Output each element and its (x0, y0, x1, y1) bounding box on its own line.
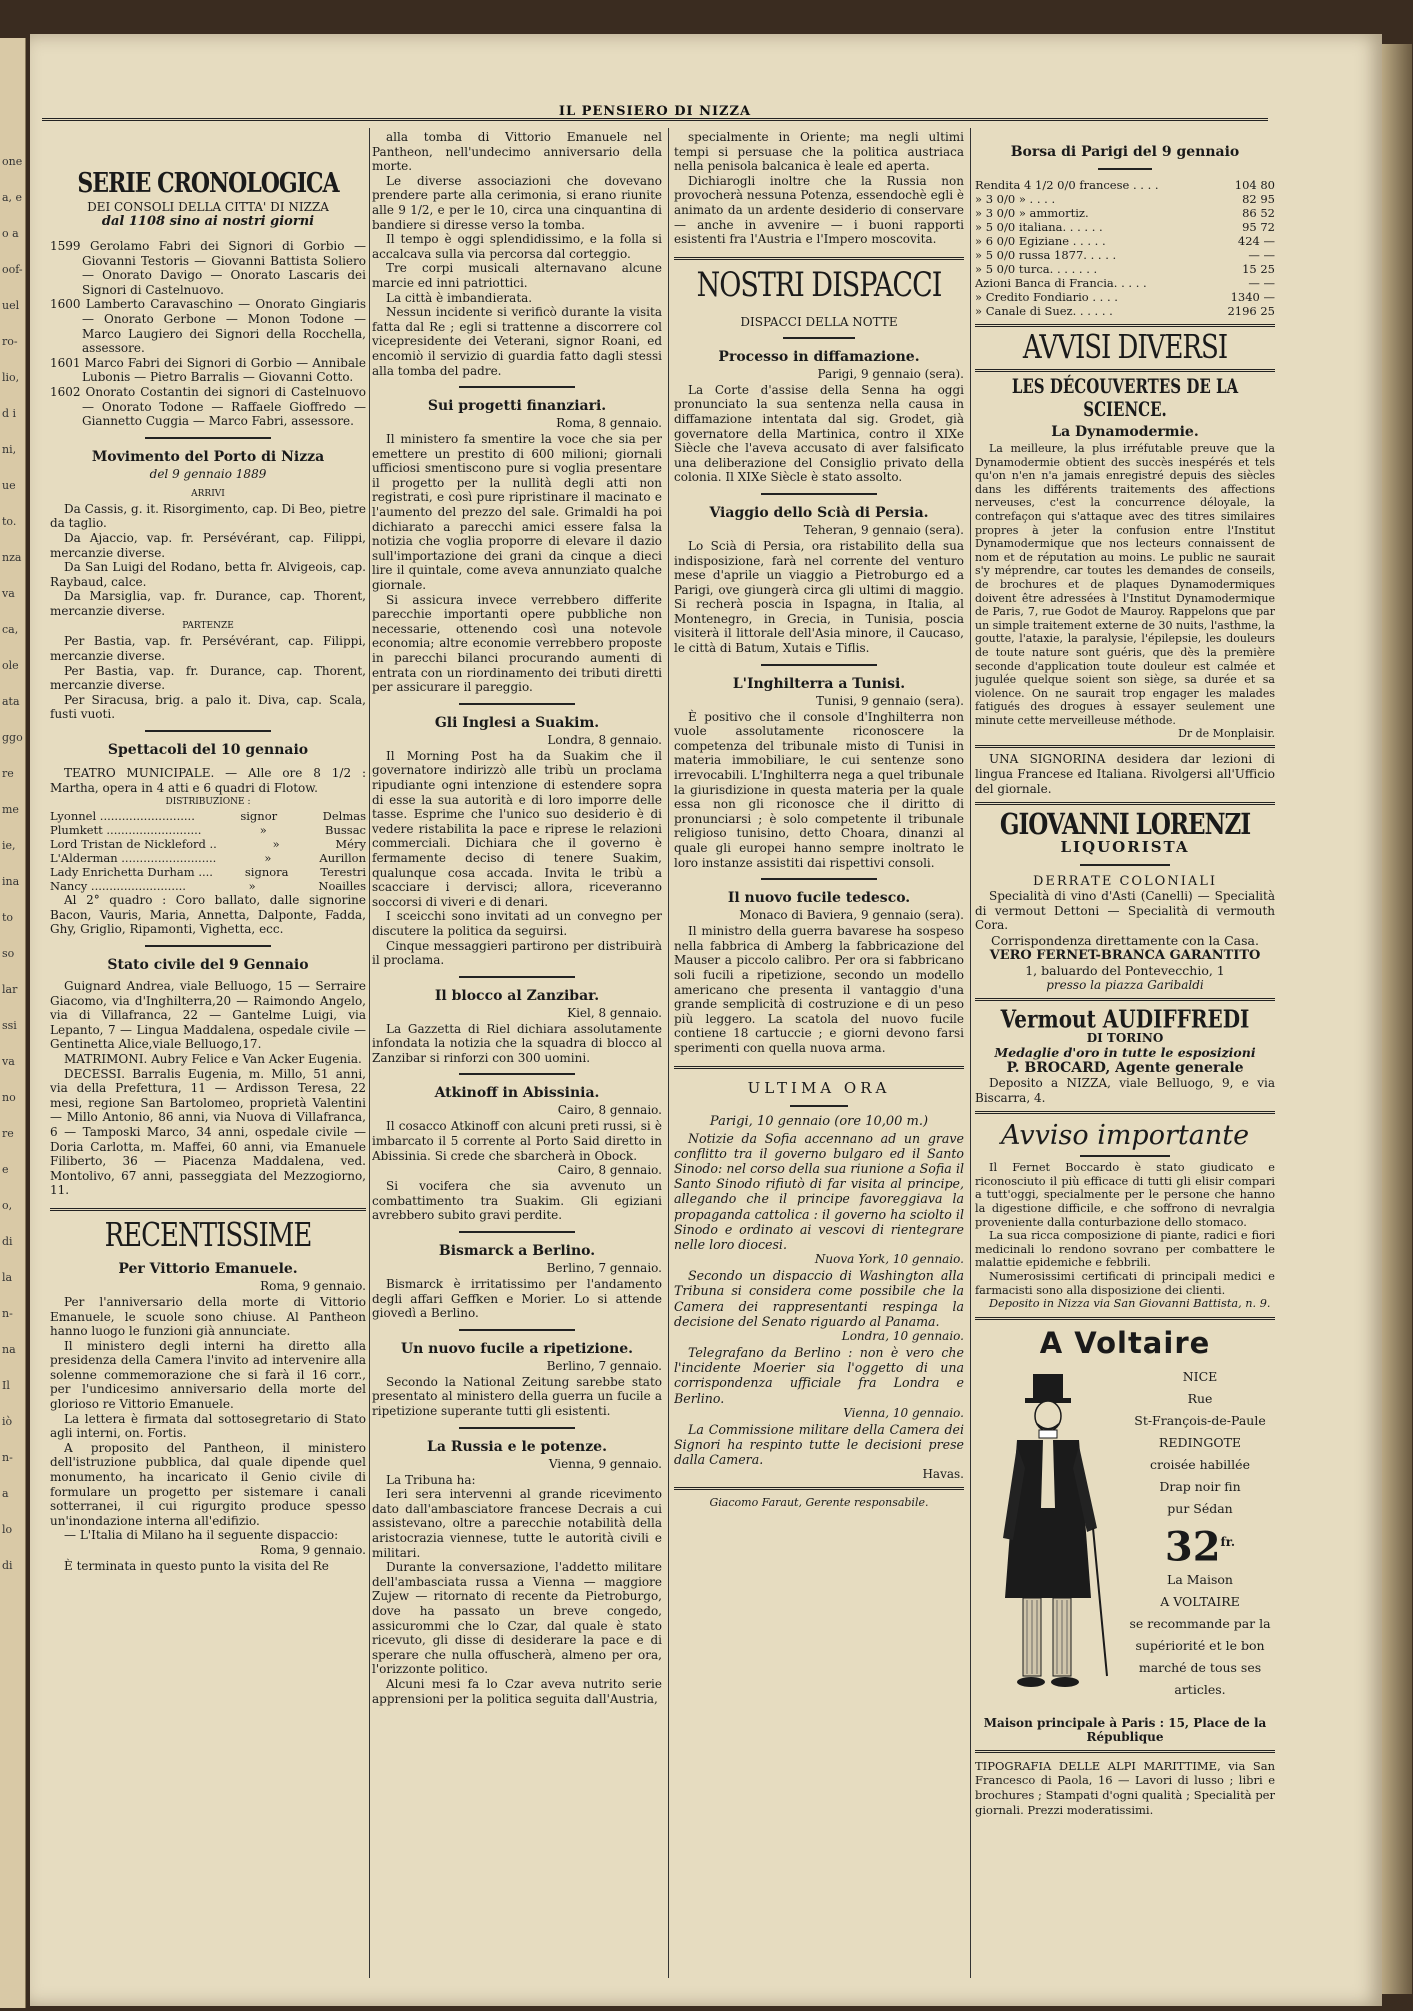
borsa-value: 95 72 (1242, 220, 1275, 234)
scia-date: Teheran, 9 gennaio (sera). (803, 522, 964, 537)
arrivo-item: Da San Luigi del Rodano, betta fr. Alvigeois, cap. Raybaud, calce. (50, 560, 366, 589)
previous-page-fragment: no (2, 1091, 16, 1104)
divider (459, 976, 575, 978)
previous-page-fragment: to. (2, 515, 17, 528)
atkinoff-date: Cairo, 8 gennaio. (557, 1103, 662, 1118)
borsa-label: » Canale di Suez. . . . . . (975, 304, 1113, 318)
russia-paragraph: Ieri sera intervenni al grande ricevimento dato dall'ambasciatore francese Decrais a cui assistevano, oltre a parecchie notabilità della aristocrazia viennese, tutte le autorità civili e militari. (372, 1487, 662, 1560)
cast-role: Plumkett .......................... (50, 823, 202, 838)
borsa-value: — — (1248, 248, 1275, 262)
serie-title: SERIE CRONOLOGICA (77, 166, 339, 200)
borsa-value: 82 95 (1242, 192, 1275, 206)
distribuzione-label: DISTRIBUZIONE : (165, 797, 251, 808)
previous-page-fragment: la (2, 1271, 13, 1284)
gentleman-illustration-icon (975, 1368, 1125, 1698)
previous-page-fragment: ina (2, 875, 20, 888)
spettacoli-intro: TEATRO MUNICIPALE. — Alle ore 8 1/2 : Martha, opera in 4 atti e 6 quadri di Flotow. (50, 766, 366, 795)
cast-list (50, 809, 366, 893)
tedesco-date: Monaco di Baviera, 9 gennaio (sera). (739, 908, 964, 923)
partenza-item: Per Bastia, vap. fr. Durance, cap. Thorent, mercanzie diverse. (50, 663, 366, 693)
borsa-value: 2196 25 (1227, 304, 1275, 318)
cast-row (50, 879, 366, 893)
ultima-date-4: Vienna, 10 gennaio. (843, 1405, 964, 1420)
vittorio-date-2: Roma, 9 gennaio. (260, 1543, 366, 1557)
serie-entry: 1599 Gerolamo Fabri dei Signori di Gorbio — Giovanni Testoris — Giovanni Battista Soliero — Onorato Davigo — Onorato Lascaris dei Signori di Castelnuovo. (50, 239, 366, 297)
serie-entries (50, 239, 366, 429)
lorenzi-specialita: Specialità di vino d'Asti (Canelli) — Specialità di vermout Dettoni — Specialità di vermouth Cora. (975, 889, 1275, 933)
atkinoff-text: Il cosacco Atkinoff con alcuni preti russi, si è imbarcato il 5 corrente al Porto Said diretto in Abissinia. Si crede che sbarcherà in Obock. (372, 1119, 662, 1163)
borsa-label: Azioni Banca di Francia. . . . . (975, 276, 1147, 290)
voltaire-line: Rue (1187, 1390, 1213, 1406)
vittorio-paragraph: A proposito del Pantheon, il ministero dell'istruzione pubblica, dal quale dipende quel monumento, ha incaricato il Genio civile di formulare un progetto per sistemare i canali sotterranei, il cui rigurgito produce spesso un'inondazione interna all'edifizio. (50, 1440, 366, 1528)
suakim-paragraph: Il Morning Post ha da Suakim che il governatore indirizzò alle tribù un proclama ripudiante ogni intenzione di estendere sopra di esse la sua autorità e di loro imporre delle tasse. Esprime che l'unico suo desiderio è di vedere ristabilita la pace e riprese le relazioni commerciali. Dichiara che il governo è fermamente deciso di tenere Suakim, qualunque cosa accada. Invita le tribù a scacciare i dervisci; allora, riceveranno soccorsi di viveri e di denari. (372, 748, 662, 909)
cast-actor: Delmas (322, 809, 366, 824)
previous-page-fragment: ue (2, 479, 16, 492)
scia-text: Lo Scià di Persia, ora ristabilito della sua indisposizione, farà nel corrente del venturo mese d'aprile un viaggio a Pietroburgo ed a Parigi, ove giungerà circa gli ultimi di maggio. Si recherà poscia in Ispagna, in Italia, al Montenegro, in Grecia, in Tunisia, poscia visiterà il littorale dell'Asia minore, il Caucaso, le città di Batum, Xutais e Tiflis. (674, 538, 964, 656)
vittorio-paragraph: — L'Italia di Milano ha il seguente dispaccio: (64, 1528, 339, 1543)
voltaire-text (1125, 1366, 1275, 1701)
ultima-text-2: Secondo un dispaccio di Washington alla Tribuna si considera come possibile che la Camera dei rappresentanti respinga la decisione del Senato riguardo al Panama. (674, 1268, 964, 1329)
previous-page-fragment: ssi (2, 1019, 17, 1032)
divider (674, 257, 964, 260)
divider (459, 703, 575, 705)
russia-continuation-paragraph: Dichiarogli inoltre che la Russia non provocherà nessuna Potenza, essendochè egli è animato da un ardente desiderio di conservare — anche in avvenire — i buoni rapporti esistenti fra l'Austria e l'Impero moscovita. (674, 173, 964, 247)
previous-page-fragment: lo (2, 1523, 13, 1536)
avviso-text-3: Numerosissimi certificati di principali medici e farmacisti sono alla disposizione dei clienti. (975, 1269, 1275, 1297)
lorenzi-derrate: DERRATE COLONIALI (1032, 874, 1218, 890)
stato-matrimoni: MATRIMONI. Aubry Felice e Van Acker Eugenia. (64, 1051, 362, 1066)
serie-subtitle: DEI CONSOLI DELLA CITTA' DI NIZZA (87, 200, 329, 214)
borsa-label: » 3 0/0 » . . . . (975, 192, 1056, 206)
tedesco-text: Il ministro della guerra bavarese ha sospeso nella fabbrica di Amberg la fabbricazione del Mauser a piccolo calibro. Per ora si fabbricano soli fucili a ripetizione, secondo un modello americano che presenta il vantaggio d'una grande semplicità di costruzione e di un peso più leggero. La scatola del nuovo fucile contiene 18 cartuccie ; e giorni devono farsi sperimenti con quella nuova arma. (674, 924, 964, 1055)
borsa-row (975, 206, 1275, 220)
cast-role: L'Alderman .......................... (50, 851, 217, 866)
stato-nascite: Guignard Andrea, viale Belluogo, 15 — Serraire Giacomo, via d'Inghilterra,20 — Raimondo Angelo, via di Villafranca, 22 — Gantelme Luigi, via Lepanto, 7 — Lingua Maddalena, ospedale civile — Gentinetta Alice,viale Belluogo,17. (50, 979, 366, 1052)
divider (761, 664, 877, 666)
cast-role: Lady Enrichetta Durham .... (50, 865, 213, 880)
previous-page-fragment: re (2, 1127, 14, 1140)
borsa-label: » 5 0/0 russa 1877. . . . . (975, 248, 1117, 262)
vittorio-paragraph: Il ministero degli interni ha diretto alla presidenza della Camera l'invito ad intervenire alla solenne commemorazione che si farà il 16 corr., per l'undicesimo anniversario della morte del glorioso re Vittorio Emanuele. (50, 1338, 366, 1412)
zanzibar-text: La Gazzetta di Riel dichiara assolutamente infondata la notizia che la squadra di blocco al Zanzibar si rinforzi con 300 uomini. (372, 1021, 662, 1065)
ultima-ora-title: ULTIMA ORA (747, 1078, 891, 1097)
column-divider (970, 128, 971, 1978)
previous-page-fragment: ro- (2, 335, 18, 348)
partenza-item: Per Siracusa, brig. a palo it. Diva, cap. Scala, fusti vuoti. (50, 692, 366, 722)
serie-entry: 1600 Lamberto Caravaschino — Onorato Gingiaris — Onorato Gerbone — Monon Todone — Marco Laugiero dei Signori della Rocchella, assessore. (50, 297, 366, 356)
voltaire-line: pur Sédan (1167, 1500, 1233, 1516)
ultima-text-1: Notizie da Sofia accennano ad un grave conflitto tra il governo bulgaro ed il Santo Sinodo: nel corso della sua riunione a Sofia il Santo Sinodo rifiutò di far visita al principe, allegando che il principe favoreggiava la propaganda cattolica : il governo ha sciolto il Sinodo e ordinato ai vescovi di rientegrare nelle loro diocesi. (674, 1130, 964, 1252)
voltaire-line: Drap noir fin (1159, 1478, 1241, 1494)
arrivo-item: Da Ajaccio, vap. fr. Persévérant, cap. Filippi, mercanzie diverse. (50, 530, 366, 560)
cast-title: » (264, 851, 272, 866)
avviso-text-2: La sua ricca composizione di piante, radici e fiori medicinali lo rendono sovrano per combattere le malattie epidemiche e febbrili. (975, 1229, 1275, 1270)
signorina-ad: UNA SIGNORINA desidera dar lezioni di lingua Francese ed Italiana. Rivolgersi all'Ufficio del giornale. (975, 752, 1275, 796)
cast-role: Lord Tristan de Nickleford .. (50, 837, 217, 852)
voltaire-price-unit: fr. (1220, 1534, 1236, 1549)
cast-title: » (248, 879, 256, 894)
avvisi-title: AVVISI DIVERSI (1022, 329, 1228, 367)
previous-page-fragment: iò (2, 1415, 13, 1428)
partenza-item: Per Bastia, vap. fr. Persévérant, cap. Filippi, mercanzie diverse. (50, 634, 366, 664)
borsa-title: Borsa di Parigi del 9 gennaio (1010, 144, 1240, 160)
divider (761, 493, 877, 495)
voltaire-price-value: 32 (1164, 1523, 1221, 1571)
column-2 (372, 130, 662, 1990)
cast-actor: Bussac (325, 823, 366, 838)
divider (145, 437, 271, 439)
voltaire-more-line: La Maison (1167, 1572, 1233, 1588)
dispacci-title: NOSTRI DISPACCI (696, 265, 942, 305)
vermout-agent: P. BROCARD, Agente generale (1006, 1060, 1244, 1077)
finanziari-paragraph: Il ministero fa smentire la voce che sia per emettere un prestito di 600 milioni; giornali ufficiosi smentiscono pure si voglia presentare il progetto per la nullità degli atti non registrati, e così pure ripristinare il macinato e l'aumento del prezzo del sale. Grimaldi ha poi dichiarato a parecchi amici essere falsa la notizia che voglia proporre di elevare il dazio sull'importazione dei grani da cinque a dieci lire il quintale, come aveva annunziato qualche giornale. (372, 432, 662, 593)
divider (459, 1231, 575, 1233)
divider (459, 1427, 575, 1429)
divider (975, 1317, 1275, 1320)
previous-page-fragment: n- (2, 1307, 13, 1320)
previous-page-fragment: n- (2, 1451, 13, 1464)
bismarck-text: Bismarck è irritatissimo per l'andamento degli affari Geffken e Morier. Lo si attende giovedì a Berlino. (372, 1277, 662, 1321)
cast-actor: Noailles (318, 879, 366, 894)
cast-row (50, 837, 366, 851)
pantheon-paragraph: Nessun incidente si verificò durante la visita fatta dal Re ; egli si trattenne a discorrere col vicepresidente dei Veterani, signor Roani, ed encomiò il servizio di guardia fatto dagli stessi alla tomba del padre. (372, 305, 662, 378)
column-divider (369, 128, 370, 1978)
russia-paragraphs (372, 1473, 662, 1707)
borsa-value: 424 — (1237, 234, 1275, 248)
divider (459, 1329, 575, 1331)
divider (975, 1750, 1275, 1753)
dynamodermie-signature: Dr de Monplaisir. (1178, 727, 1275, 741)
vermout-title: Vermout AUDIFFREDI (1000, 1004, 1250, 1034)
pantheon-paragraph: alla tomba di Vittorio Emanuele nel Pantheon, nell'undecimo anniversario della morte. (372, 130, 662, 174)
pantheon-paragraph: Le diverse associazioni che dovevano prendere parte alla cerimonia, si erano riunite alle 9 1/2, e per le 10, circa una cinquantina di bandiere si diresse verso la tomba. (372, 173, 662, 232)
finanziari-title: Sui progetti finanziari. (427, 398, 607, 415)
divider (975, 802, 1275, 805)
voltaire-title: A Voltaire (1039, 1325, 1211, 1360)
suakim-paragraph: Cinque messaggieri partirono per distribuirà il proclama. (372, 938, 662, 968)
avviso-text-1: Il Fernet Boccardo è stato giudicato e riconosciuto il più efficace di tutti gli elisir compari a tutt'oggi, specialmente per le persone che hanno la digestione difficile, e che soffrono di nevralgia proveniente dalla conturbazione dello stomaco. (975, 1161, 1275, 1229)
divider (145, 945, 271, 947)
borsa-label: » Credito Fondiario . . . . (975, 290, 1118, 304)
serie-entry: 1602 Onorato Costantin dei signori di Castelnuovo — Onorato Todone — Raffaele Gioffredo — Giannetto Cuggia — Marco Fabri, assessore. (50, 384, 366, 429)
finanziari-paragraphs (372, 432, 662, 695)
previous-page-fragment: va (2, 587, 15, 600)
tipografia-ad: TIPOGRAFIA DELLE ALPI MARITTIME, via San Francesco di Paola, 16 — Lavori di lusso ; libri e brochures ; Stampati d'ogni qualità ; Specialità per giornali. Prezzi moderatissimi. (975, 1758, 1275, 1817)
serie-subtitle-dates: dal 1108 sino ai nostri giorni (101, 214, 315, 229)
vittorio-paragraph: La lettera è firmata dal sottosegretario di Stato agli interni, on. Fortis. (50, 1411, 366, 1441)
pantheon-continuation (372, 130, 662, 378)
vermout-torino: DI TORINO (1086, 1031, 1164, 1046)
arrivi-label: ARRIVI (191, 488, 225, 499)
divider (50, 1208, 366, 1211)
lorenzi-address: 1, baluardo del Pontevecchio, 1 (1025, 963, 1225, 979)
borsa-row (975, 304, 1275, 318)
previous-page-fragment: na (2, 1343, 16, 1356)
cast-role: Lyonnel .......................... (50, 809, 195, 824)
previous-page-fragment: uel (2, 299, 20, 312)
lorenzi-address-2: presso la piazza Garibaldi (1046, 978, 1204, 993)
fucile-title: Un nuovo fucile a ripetizione. (400, 1340, 634, 1357)
borsa-row (975, 276, 1275, 290)
voltaire-more-line: se recommande par la supériorité et le bon marché de tous ses articles. (1129, 1616, 1271, 1698)
voltaire-paris: Maison principale à Paris : 15, Place de la République (983, 1715, 1267, 1744)
previous-page-fragment: so (2, 947, 15, 960)
suakim-date: Londra, 8 gennaio. (547, 732, 662, 747)
masthead-title: IL PENSIERO DI NIZZA (558, 104, 752, 119)
borsa-label: » 5 0/0 turca. . . . . . . (975, 262, 1098, 276)
column-divider (668, 128, 669, 1978)
dynamodermie-text: La meilleure, la plus irréfutable preuve que la Dynamodermie obtient des succès inespérés et tels qu'on n'en n'a jamais enregistré depuis des siècles dans les différents traitements des affections nerveuses, c'est la concurrence déloyale, la contrefaçon qui s'attaque avec des titres similaires propres à jeter la confusion entre l'Institut Dynamodermique que nos lecteurs connaissent de nom et de réputation au moins. Le public ne saurait s'y méprendre, car toutes les demandes de conseils, de brochures et de plaques Dynamodermiques doivent être adressées à l'Institut Dynamodermique de Paris, 7, rue Godot de Mauroy. Rappelons que par un simple traitement externe de 30 nuits, l'asthme, la goutte, l'ataxie, la paralysie, l'épilepsie, les douleurs de toute nature sont guéris, que dès la première seconde d'application toute douleur est calmée et jugulée quelque soient son siège, sa durée et sa violence. On ne saurait trop engager les malades fatigués des drogues à essayer seulement une minute cette merveilleuse méthode. (975, 442, 1275, 727)
previous-page-fragment: ca, (2, 623, 19, 636)
ultima-text-3: Telegrafano da Berlino : non è vero che l'incidente Moerier sia l'oggetto di una corrispondenza ufficiale fra Londra e Berlino. (674, 1344, 964, 1406)
avviso-title: Avviso importante (1000, 1120, 1250, 1152)
voltaire-ad (975, 1362, 1275, 1716)
divider (1080, 1155, 1170, 1157)
suakim-paragraphs (372, 749, 662, 968)
divider (145, 730, 271, 732)
borsa-row (975, 178, 1275, 192)
cast-actor: Méry (335, 837, 366, 852)
previous-page-edge (0, 38, 26, 2008)
suakim-paragraph: I sceicchi sono invitati ad un convegno per discutere la politica da seguirsi. (372, 909, 662, 938)
borsa-value: 1340 — (1230, 290, 1275, 304)
divider (975, 1111, 1275, 1114)
partenze-list (50, 634, 366, 722)
dispacci-subtitle: DISPACCI DELLA NOTTE (740, 314, 898, 329)
column-3 (674, 130, 964, 1990)
pantheon-paragraph: Il tempo è oggi splendidissimo, e la folla si accalcava sulla via percorsa dal corteggio. (372, 232, 662, 261)
atkinoff-date-2: Cairo, 8 gennaio. (557, 1163, 662, 1178)
previous-page-fragment: ata (2, 695, 20, 708)
previous-page-fragment: re (2, 767, 14, 780)
cast-title: signor (240, 809, 278, 824)
previous-page-fragment: e (2, 1163, 9, 1176)
vittorio-paragraphs (50, 1295, 366, 1543)
borsa-label: » 6 0/0 Egiziane . . . . . (975, 234, 1106, 248)
voltaire-line: NICE (1182, 1368, 1218, 1384)
vittorio-date: Roma, 9 gennaio. (260, 1278, 366, 1293)
cast-title: » (259, 823, 267, 838)
vittorio-last: È terminata in questo punto la visita del Re (64, 1559, 329, 1573)
previous-page-fragment: one (2, 155, 23, 168)
fucile-text: Secondo la National Zeitung sarebbe stato presentato al ministero della guerra un fucile a ripetizione superante tutti gli esistenti. (372, 1374, 662, 1418)
borsa-value: — — (1248, 276, 1275, 290)
vittorio-paragraph: Per l'anniversario della morte di Vittorio Emanuele, le scuole sono chiuse. Al Pantheon hanno luogo le funzioni già annunciate. (50, 1294, 366, 1339)
previous-page-fragment: ie, (2, 839, 16, 852)
voltaire-lines (1125, 1366, 1275, 1520)
ultima-date-3: Londra, 10 gennaio. (841, 1328, 964, 1343)
ultima-date-2: Nuova York, 10 gennaio. (814, 1252, 964, 1267)
divider (790, 1105, 848, 1107)
finanziari-paragraph: Si assicura invece verrebbero differite parecchie importanti opere pubbliche non necessarie, ottenendo così una notevole economia; altre economie verrebbero proposte in parecchi bilanci procurando aumenti di entrata con un riordinamento dei tributi diretti per assicurare il pareggio. (372, 592, 662, 695)
divider (674, 1066, 964, 1069)
cast-row (50, 851, 366, 865)
previous-page-fragment: o a (2, 227, 19, 240)
divider (975, 998, 1275, 1001)
cast-row (50, 823, 366, 837)
cast-row (50, 865, 366, 879)
spettacoli-after: Al 2° quadro : Coro ballato, dalle signorine Bacon, Vauris, Maria, Annetta, Dalponte, Fadda, Ghy, Griglio, Ripamonti, Vighetta, ecc. (50, 893, 366, 937)
porto-title: Movimento del Porto di Nizza (91, 448, 325, 465)
borsa-label: » 3 0/0 » ammortiz. (975, 206, 1089, 220)
voltaire-more (1125, 1569, 1275, 1701)
previous-page-fragment: di (2, 1559, 13, 1572)
cast-role: Nancy .......................... (50, 879, 186, 894)
borsa-label: Rendita 4 1/2 0/0 francese . . . . (975, 178, 1159, 192)
zanzibar-title: Il blocco al Zanzibar. (434, 987, 600, 1004)
masthead-rule (42, 118, 1268, 121)
russia-date: Vienna, 9 gennaio. (548, 1456, 662, 1471)
column-4 (975, 130, 1275, 1990)
russia-paragraph: Durante la conversazione, l'addetto militare dell'ambasciata russa a Vienna — maggiore Zujew — ritornato di recente da Pietroburgo, dove ha passato un breve congedo, assicurommi che lo Czar, dal quale è stato ricevuto, gli disse di desiderare la pace e di sperare che nulla offuscherà, almeno per ora, l'orizzonte politico. (372, 1560, 662, 1677)
partenze-label: PARTENZE (182, 621, 234, 632)
previous-page-fragment: lar (2, 983, 18, 996)
stato-civile-title: Stato civile del 9 Gennaio (107, 957, 309, 973)
fucile-date: Berlino, 7 gennaio. (546, 1358, 662, 1373)
cast-actor: Terestri (320, 865, 366, 880)
previous-page-fragment: lio, (2, 371, 20, 384)
russia-paragraph: Alcuni mesi fa lo Czar aveva nutrito serie apprensioni per la politica seguita dall'Austria, (372, 1676, 662, 1706)
voltaire-price (1125, 1520, 1275, 1569)
russia-title: La Russia e le potenze. (427, 1438, 607, 1455)
borsa-label: » 5 0/0 italiana. . . . . . (975, 220, 1103, 234)
divider (975, 745, 1275, 748)
lorenzi-corrispondenza: Corrispondenza direttamente con la Casa. (991, 933, 1259, 949)
arrivo-item: Da Cassis, g. it. Risorgimento, cap. Di Beo, pietre da taglio. (50, 501, 366, 531)
tunisi-title: L'Inghilterra a Tunisi. (732, 675, 906, 692)
divider (761, 878, 877, 880)
arrivo-item: Da Marsiglia, vap. fr. Durance, cap. Thorent, mercanzie diverse. (50, 589, 366, 618)
divider (975, 369, 1275, 372)
finanziari-date: Roma, 8 gennaio. (556, 416, 662, 431)
gerente-line: Giacomo Faraut, Gerente responsabile. (709, 1496, 929, 1510)
divider (674, 1487, 964, 1490)
borsa-row (975, 248, 1275, 262)
divider (1080, 864, 1170, 866)
avviso-text-4: Deposito in Nizza via San Giovanni Battista, n. 9. (989, 1297, 1271, 1311)
serie-entry: 1601 Marco Fabri dei Signori di Gorbio — Annibale Lubonis — Pietro Barralis — Giovanni Cotto. (50, 355, 366, 385)
diffamazione-date: Parigi, 9 gennaio (sera). (817, 366, 964, 381)
previous-page-fragment: a (2, 1487, 9, 1500)
russia-paragraph: La Tribuna ha: (386, 1472, 476, 1487)
previous-page-fragment: nza (2, 551, 22, 564)
spettacoli-title: Spettacoli del 10 gennaio (107, 742, 309, 759)
zanzibar-date: Kiel, 8 gennaio. (567, 1005, 662, 1020)
divider (1098, 168, 1152, 170)
divider (975, 324, 1275, 327)
diffamazione-text: La Corte d'assise della Senna ha oggi pronunciato la sua sentenza nella causa in diffamazione intentata dal sig. Grodet, già governatore della Martinica, contro il XIXe Siècle che l'aveva accusato di aver falsificato una deliberazione del Consiglio privato della colonia. Il XIXe Siècle è stato assolto. (674, 382, 964, 485)
borsa-table (975, 178, 1275, 318)
arrivi-list (50, 502, 366, 619)
lorenzi-name: GIOVANNI LORENZI (999, 807, 1251, 842)
cast-actor: Aurillon (319, 851, 366, 866)
voltaire-more-line: A VOLTAIRE (1160, 1594, 1240, 1610)
column-1 (50, 130, 366, 1990)
bismarck-title: Bismarck a Berlino. (438, 1243, 596, 1260)
atkinoff-title: Atkinoff in Abissinia. (434, 1085, 600, 1102)
previous-page-fragment: ole (2, 659, 19, 672)
havas-signature: Havas. (922, 1467, 964, 1482)
dynamodermie-title: La Dynamodermie. (1051, 424, 1199, 440)
borsa-row (975, 290, 1275, 304)
scia-title: Viaggio dello Scià di Persia. (709, 504, 929, 521)
bismarck-date: Berlino, 7 gennaio. (546, 1261, 662, 1276)
cast-row (50, 809, 366, 823)
russia-continuation (674, 130, 964, 247)
suakim-title: Gli Inglesi a Suakim. (434, 714, 600, 731)
previous-page-fragment: va (2, 1055, 15, 1068)
borsa-row (975, 220, 1275, 234)
ultima-text-4: La Commissione militare della Camera dei Signori ha respinto tutte le decisioni prese dalla Camera. (674, 1421, 964, 1468)
borsa-value: 15 25 (1242, 262, 1275, 276)
decouvertes-title: LES DÉCOUVERTES DE LA SCIENCE. (1011, 374, 1239, 422)
tedesco-title: Il nuovo fucile tedesco. (727, 890, 911, 907)
russia-continuation-paragraph: specialmente in Oriente; ma negli ultimi tempi si persuase che la politica austriaca nella penisola balcanica è leale ed aperta. (674, 130, 964, 174)
previous-page-fragment: ggo (2, 731, 23, 744)
cast-title: signora (244, 865, 289, 880)
tunisi-text: È positivo che il console d'Inghilterra non vuole assolutamente riconoscere la competenza del tribunale misto di Tunisi in materia immobiliare, le cui sentenze sono irrevocabili. L'Inghilterra nega a quel tribunale la giurisdizione in questa materia per la quale essa non gli riconosce che il diritto di pronunciarsi ; è solo competente il tribunale religioso tunisino, detto Choara, dinanzi al quale gli europei hanno sempre inoltrato le loro instanze assistiti dai rispettivi consoli. (674, 709, 964, 870)
borsa-row (975, 262, 1275, 276)
masthead (42, 70, 1268, 124)
divider (459, 1073, 575, 1075)
vittorio-title: Per Vittorio Emanuele. (118, 1260, 298, 1277)
previous-page-fragment: me (2, 803, 19, 816)
previous-page-fragment: oof- (2, 263, 23, 276)
diffamazione-title: Processo in diffamazione. (718, 348, 920, 365)
borsa-value: 104 80 (1234, 178, 1275, 192)
divider (783, 337, 856, 339)
borsa-row (975, 234, 1275, 248)
voltaire-line: St-François-de-Paule (1134, 1412, 1266, 1428)
voltaire-line: croisée habillée (1150, 1456, 1250, 1472)
atkinoff-text-2: Si vocifera che sia avvenuto un combattimento tra Suakim. Gli egiziani avrebbero subito gravi perdite. (372, 1179, 662, 1223)
recentissime-title: RECENTISSIME (104, 1217, 312, 1255)
previous-page-fragment: o, (2, 1199, 13, 1212)
voltaire-line: REDINGOTE (1158, 1434, 1242, 1450)
borsa-value: 86 52 (1242, 206, 1275, 220)
ultima-date: Parigi, 10 gennaio (ore 10,00 m.) (709, 1113, 929, 1129)
vermout-medaglie: Medaglie d'oro in tutte le esposizioni (994, 1045, 1256, 1061)
cast-title: » (272, 837, 280, 852)
porto-date: del 9 gennaio 1889 (149, 466, 267, 481)
tunisi-date: Tunisi, 9 gennaio (sera). (816, 693, 964, 708)
pantheon-paragraph: La città è imbandierata. (386, 290, 533, 305)
previous-page-fragment: Il (2, 1379, 10, 1392)
stato-decessi: DECESSI. Barralis Eugenia, m. Millo, 51 anni, via della Prefettura, 11 — Ardisson Teresa, 22 mesi, regione San Bartolomeo, proprietà Valentini — Millo Antonio, 86 anni, via Nuova di Villafranca, 6 — Tamposki Marco, 34 anni, ospedale civile — Doria Carlotta, m. Maffei, 60 anni, via Emanuele Filiberto, 36 — Piacenza Maddalena, ved. Montolivo, 67 anni, passeggiata del Mezzogiorno, 11. (50, 1066, 366, 1198)
previous-page-fragment: d i (2, 407, 17, 420)
lorenzi-fernet: VERO FERNET-BRANCA GARANTITO (989, 948, 1261, 964)
borsa-row (975, 192, 1275, 206)
divider (459, 386, 575, 388)
previous-page-fragment: ni, (2, 443, 17, 456)
previous-page-fragment: di (2, 1235, 13, 1248)
previous-page-fragment: a, e (2, 191, 23, 204)
pantheon-paragraph: Tre corpi musicali alternavano alcune marcie ed inni patriottici. (372, 261, 662, 290)
lorenzi-subtitle: LIQUORISTA (1060, 838, 1190, 857)
previous-page-fragment: to (2, 911, 14, 924)
vermout-deposito: Deposito a NIZZA, viale Belluogo, 9, e via Biscarra, 4. (975, 1076, 1275, 1105)
